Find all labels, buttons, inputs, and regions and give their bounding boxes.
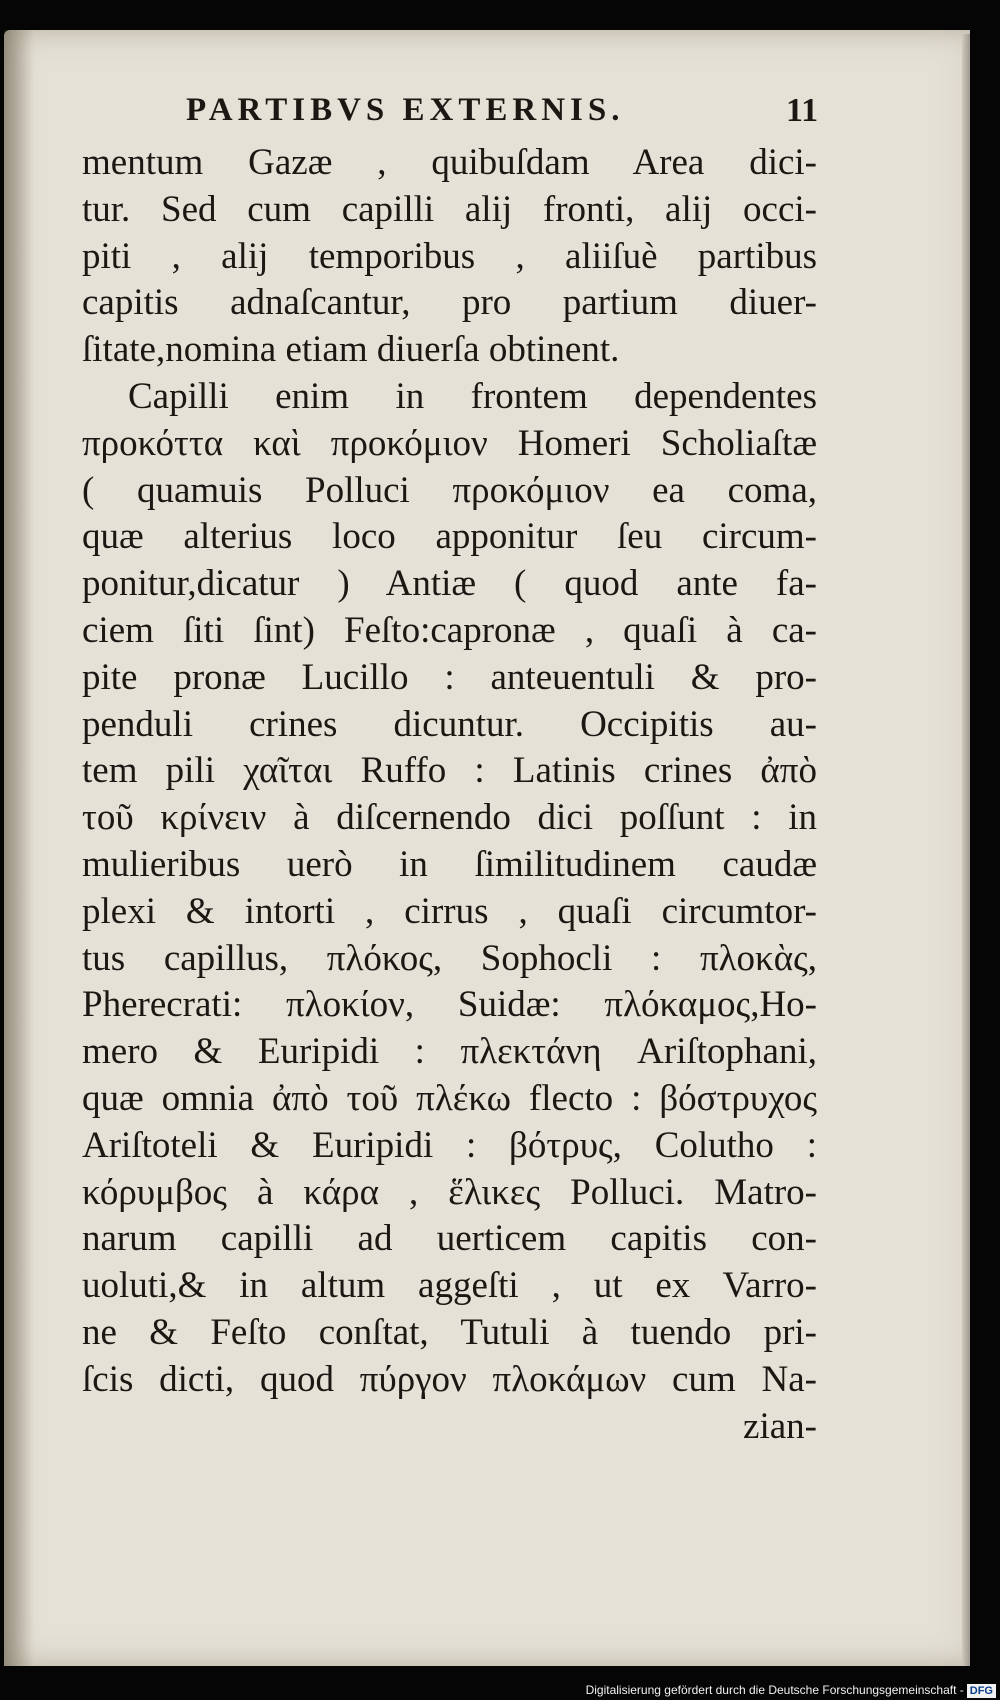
funding-attribution (586, 1683, 996, 1698)
text-line: tus capillus, πλόκος, Sophocli : πλοκὰς, (82, 937, 817, 979)
text-line: mero & Euripidi : πλεκτάνη Ariſtophani, (82, 1031, 817, 1073)
text-line: tur. Sed cum capilli alij fronti, alij occi- (82, 188, 817, 230)
page-number: 11 (786, 92, 819, 129)
text-line: mulieribus uerò in ſimilitudinem caudæ (82, 843, 817, 885)
body-text (82, 140, 817, 1450)
text-line: ( quamuis Polluci προκόμιον ea coma, (82, 469, 817, 511)
text-line: tem pili χαῖται Ruffo : Latinis crines ἀπὸ (82, 750, 817, 792)
dfg-logo: DFG (967, 1684, 996, 1698)
text-line: ne & Feſto conſtat, Tutuli à tuendo pri- (82, 1311, 817, 1353)
text-line: Ariſtoteli & Euripidi : βότρυς, Colutho : (82, 1124, 817, 1166)
text-line: uoluti,& in altum aggeſti , ut ex Varro- (82, 1265, 817, 1307)
text-line: τοῦ κρίνειν à diſcernendo dici poſſunt : in (82, 797, 817, 839)
text-line: plexi & intorti , cirrus , quaſi circumtor- (82, 890, 817, 932)
catchword: zian- (743, 1405, 817, 1447)
text-line: capitis adnaſcantur, pro partium diuer- (82, 282, 817, 324)
text-line: ſcis dicti, quod πύργον πλοκάμων cum Na- (82, 1358, 817, 1400)
text-line: quæ alterius loco apponitur ſeu circum- (82, 516, 817, 558)
page-edge (962, 34, 970, 1666)
text-line: narum capilli ad uerticem capitis con- (82, 1218, 817, 1260)
gutter-shadow (4, 30, 34, 1666)
text-line: piti , alij temporibus , aliiſuè partibus (82, 235, 817, 277)
running-head: PARTIBVS EXTERNIS. (186, 92, 625, 128)
text-line: Capilli enim in frontem dependentes (128, 375, 817, 417)
attribution-text: Digitalisierung gefördert durch die Deutsche Forschungsgemeinschaft - (585, 1683, 964, 1698)
text-line: προκόττα καὶ προκόμιον Homeri Scholiaſtæ (82, 422, 817, 464)
text-line: ciem ſiti ſint) Feſto:capronæ , quaſi à ca- (82, 609, 817, 651)
text-line: pite pronæ Lucillo : anteuentuli & pro- (82, 656, 817, 698)
text-line: mentum Gazæ , quibuſdam Area dici- (82, 142, 817, 183)
text-line: quæ omnia ἀπὸ τοῦ πλέκω flecto : βόστρυχος (82, 1077, 817, 1119)
text-line: ponitur,dicatur ) Antiæ ( quod ante fa- (82, 563, 817, 605)
text-line: κόρυμβος à κάρα , ἕλικες Polluci. Matro- (82, 1171, 817, 1213)
text-line: Pherecrati: πλοκίον, Suidæ: πλόκαμος,Ho- (82, 984, 817, 1026)
text-line: ſitate,nomina etiam diuerſa obtinent. (82, 329, 620, 371)
text-line: penduli crines dicuntur. Occipitis au- (82, 703, 817, 745)
